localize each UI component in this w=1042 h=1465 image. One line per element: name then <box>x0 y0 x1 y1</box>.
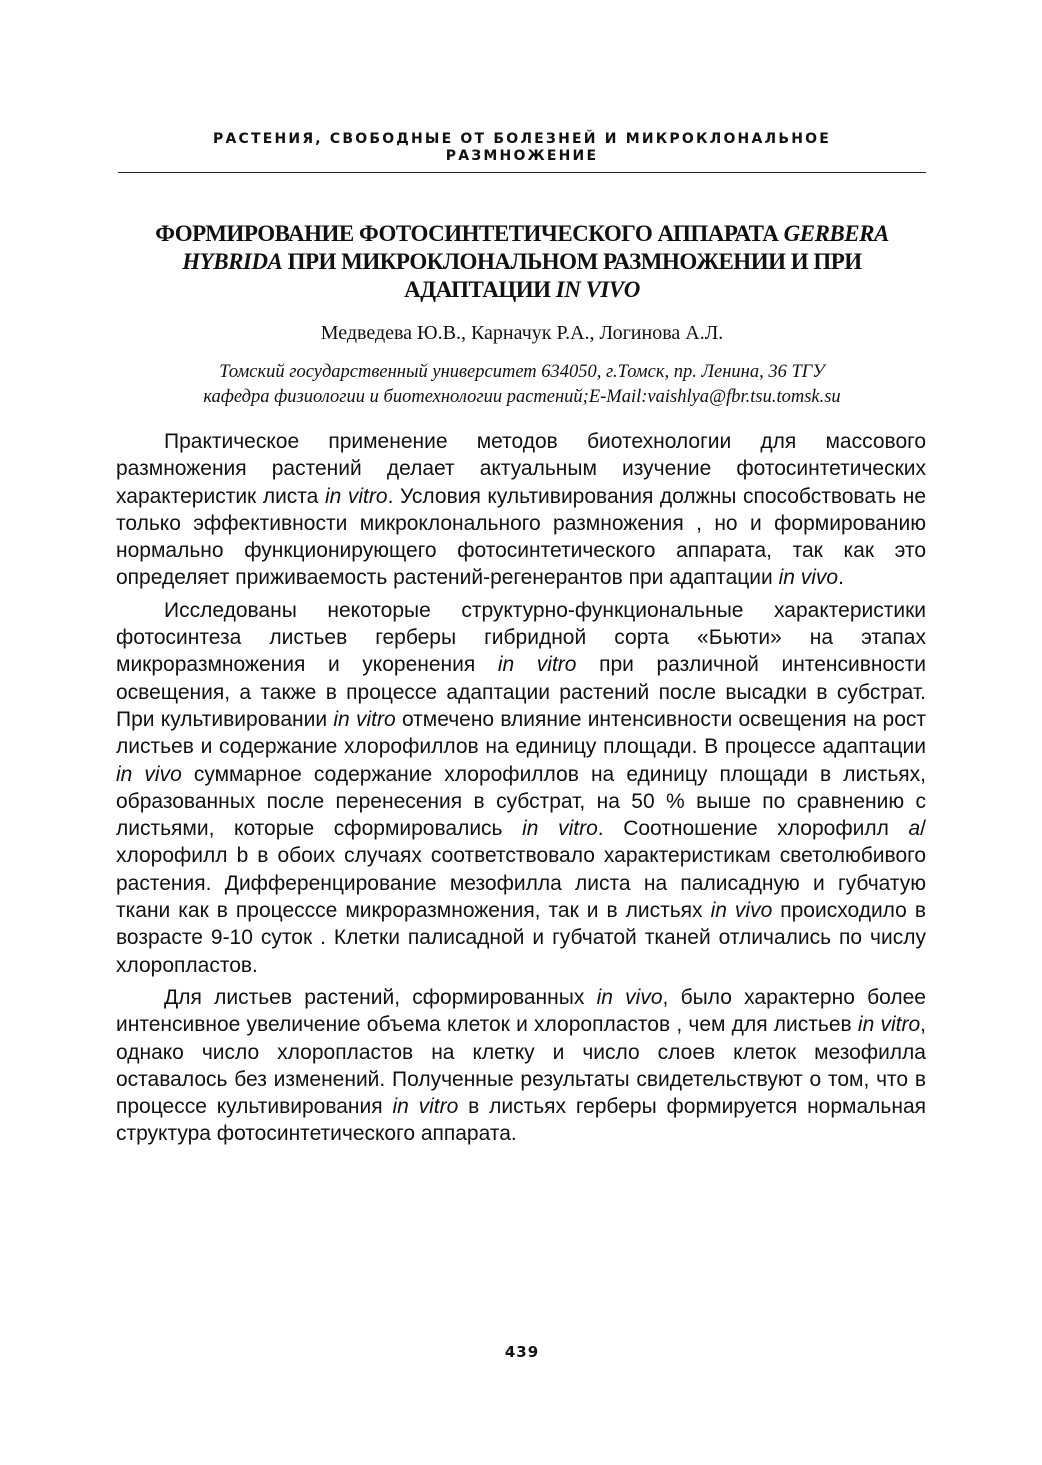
title-text-1: ФОРМИРОВАНИЕ ФОТОСИНТЕТИЧЕСКОГО АППАРАТА <box>155 221 784 246</box>
text-run: Для листьев растений, сформированных <box>164 985 597 1009</box>
text-run: в листьях герберы формируется нормальная структура фотосинтетического аппарата. <box>116 1095 926 1146</box>
running-header-line-2: РАЗМНОЖЕНИЕ <box>445 148 599 164</box>
article-title <box>118 220 926 304</box>
running-header <box>118 131 926 165</box>
text-run: . Условия культивирования должны способствовать не только эффективности микроклонального размножения , но и формированию нормально функционирующего фотосинтетического аппарата, так как это определяет приживаемость растений-регенерантов при адаптации <box>116 484 926 590</box>
italic-term: in vitro <box>333 707 396 731</box>
page-number: 439 <box>504 1343 540 1361</box>
text-run: при различной интенсивности освещения, а также в процессе адаптации растений после высадки в субстрат. При культивировании <box>116 653 926 731</box>
header-divider <box>118 172 926 173</box>
italic-term: in vivo <box>710 899 773 923</box>
running-header-line-1: РАСТЕНИЯ, СВОБОДНЫЕ ОТ БОЛЕЗНЕЙ И МИКРОКЛОНАЛЬНОЕ <box>213 131 831 147</box>
text-run: , было характерно более интенсивное увеличение объема клеток и хлоропластов , чем для листьев <box>116 985 926 1037</box>
italic-term: a <box>908 817 921 841</box>
text-run: . <box>838 566 844 590</box>
text-run: , однако число хлоропластов на клетку и число слоев клеток мезофилла оставалось без изменений. Полученные результаты свидетельствуют о том, что в процессе культивирования <box>116 1013 926 1119</box>
title-in-vivo: IN VIVO <box>555 277 640 302</box>
paragraph-2 <box>116 597 926 979</box>
italic-term: in vivo <box>778 566 839 590</box>
italic-term: in vitro <box>857 1013 921 1037</box>
italic-term: in vitro <box>497 653 577 677</box>
text-run: Практическое применение методов биотехнологии для массового размножения растений делает актуальным изучение фотосинтетических характеристик листа <box>116 430 926 508</box>
title-species-name: GERBERA HYBRIDA <box>182 221 889 274</box>
text-run: происходило в возрасте 9-10 суток . Клетки палисадной и губчатой тканей отличались по числу хлоропластов. <box>116 899 926 977</box>
text-run: отмечено влияние интенсивности освещения на рост листьев и содержание хлорофиллов на единицу площади. В процессе адаптации <box>116 707 926 759</box>
affiliation-line-2: кафедра физиологии и биотехнологии растений;E-Mail:vaishlya@fbr.tsu.tomsk.su <box>203 387 841 407</box>
authors: Медведева Ю.В., Карначук Р.А., Логинова А.Л. <box>320 322 724 344</box>
italic-term: in vitro <box>522 817 598 841</box>
text-run: Исследованы некоторые структурно-функциональные характеристики фотосинтеза листьев герберы гибридной сорта «Бьюти» на этапах микроразмножения и укоренения <box>116 598 926 677</box>
paragraph-1 <box>116 428 926 592</box>
italic-term: in vivo <box>116 762 182 786</box>
italic-term: in vitro <box>392 1095 459 1119</box>
text-run: . Соотношение хлорофилл <box>597 817 909 841</box>
affiliation-line-1: Томский государственный университет 634050, г.Томск, пр. Ленина, 36 ТГУ <box>219 362 825 382</box>
italic-term: in vivo <box>596 985 663 1009</box>
italic-term: in vitro <box>324 484 388 508</box>
text-run: /хлорофилл b в обоих случаях соответствовало характеристикам светолюбивого растения. Дифференцирование мезофилла листа на палисадную и губчатую ткани как в процесссе микроразмножения, так и в листьях <box>116 817 926 923</box>
title-text-2: ПРИ МИКРОКЛОНАЛЬНОМ РАЗМНОЖЕНИИ И ПРИ АДАПТАЦИИ <box>282 249 862 302</box>
article-body <box>116 428 926 1153</box>
affiliation <box>118 360 926 410</box>
paragraph-3 <box>116 984 926 1148</box>
text-run: суммарное содержание хлорофиллов на единицу площади в листьях, образованных после перенесения в субстрат, на 50 % выше по сравнению с листьями, которые сформировались <box>116 762 927 841</box>
